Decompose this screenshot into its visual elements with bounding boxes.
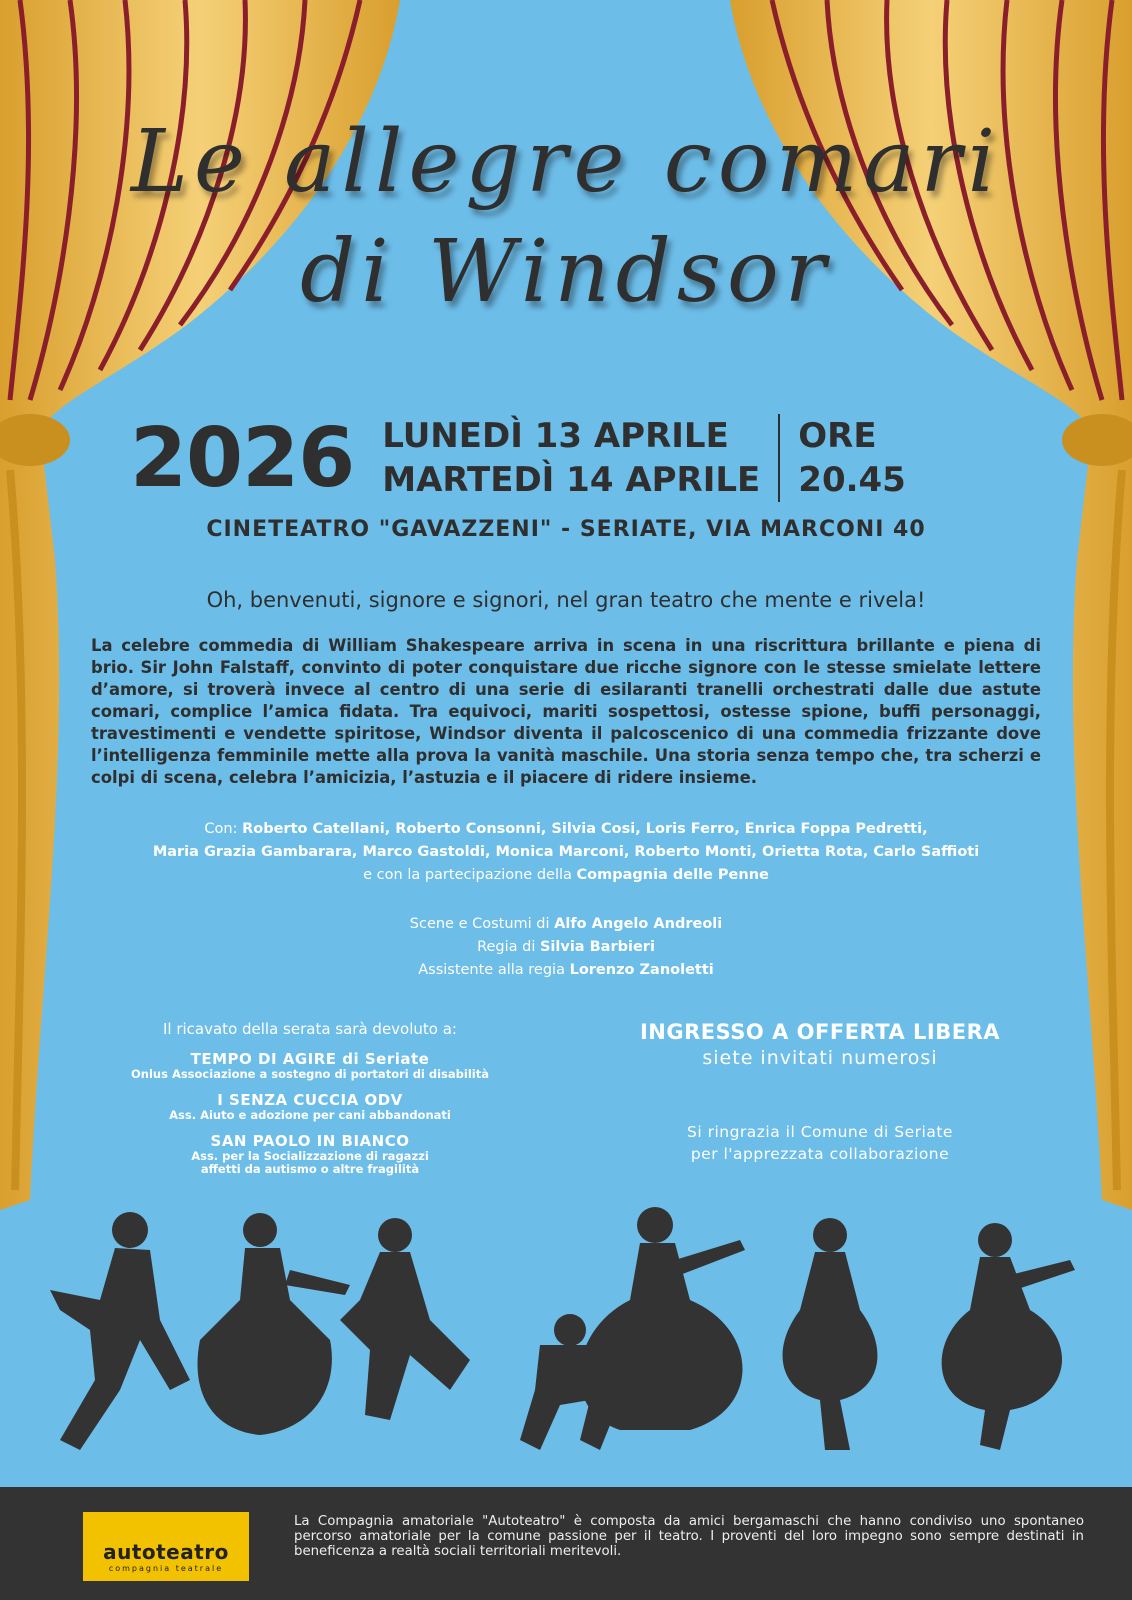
beneficiary-desc: Onlus Associazione a sostegno di portatori di disabilità xyxy=(131,1067,489,1081)
sets-name: Alfo Angelo Andreoli xyxy=(554,916,723,932)
beneficiary-name: I SENZA CUCCIA ODV xyxy=(217,1091,403,1109)
event-venue: CINETEATRO "GAVAZZENI" - SERIATE, VIA MARCONI 40 xyxy=(206,517,926,542)
beneficiary-desc-2: affetti da autismo o altre fragilità xyxy=(200,1162,420,1176)
participation-name: Compagnia delle Penne xyxy=(576,867,769,883)
beneficiaries-intro: Il ricavato della serata sarà devoluto a: xyxy=(162,1020,457,1038)
thanks-line-1: Si ringrazia il Comune di Seriate xyxy=(687,1123,953,1141)
beneficiary-desc: Ass. per la Socializzazione di ragazzi xyxy=(191,1149,429,1163)
beneficiary-desc: Ass. Aiuto e adozione per cani abbandonati xyxy=(169,1108,451,1122)
crew-director xyxy=(0,936,1132,959)
cast-names-2: Maria Grazia Gambarara, Marco Gastoldi, Monica Marconi, Roberto Monti, Orietta Rota, Carlo Saffioti xyxy=(152,844,980,860)
logo-name: autoteatro xyxy=(103,1540,229,1564)
tagline: Oh, benvenuti, signore e signori, nel gran teatro che mente e rivela! xyxy=(206,588,926,612)
cast-names-1: Roberto Catellani, Roberto Consonni, Silvia Cosi, Loris Ferro, Enrica Foppa Pedretti, xyxy=(242,821,928,837)
director-name: Silvia Barbieri xyxy=(539,939,655,955)
crew-assistant xyxy=(0,959,1132,982)
entry-title: INGRESSO A OFFERTA LIBERA xyxy=(639,1020,1000,1044)
entry-info xyxy=(590,1020,1050,1165)
assistant-name: Lorenzo Zanoletti xyxy=(569,962,714,978)
beneficiaries xyxy=(100,1020,520,1186)
cast-label: Con: xyxy=(204,821,238,837)
director-label: Regia di xyxy=(477,939,536,955)
event-date-2: MARTEDÌ 14 APRILE xyxy=(382,460,761,500)
cast-credits xyxy=(0,818,1132,887)
beneficiary-item xyxy=(100,1050,520,1081)
cast-line-2 xyxy=(0,841,1132,864)
event-time-value: 20.45 xyxy=(798,460,906,500)
cast-line-1 xyxy=(0,818,1132,841)
participation-label: e con la partecipazione della xyxy=(363,867,572,883)
title-line-2: di Windsor xyxy=(300,222,832,322)
beneficiary-name: TEMPO DI AGIRE di Seriate xyxy=(190,1050,430,1068)
entry-subtitle: siete invitati numerosi xyxy=(702,1047,938,1069)
crew-sets xyxy=(0,913,1132,936)
synopsis: La celebre commedia di William Shakespeare arriva in scena in una riscrittura brillante e piena di brio. Sir John Falstaff, convinto di poter conquistare due ricche signore con le stesse smielate lettere d’amore, si troverà invece al centro di una serie di esilaranti tranelli orchestrati dalle due astute comari, complice l’amica fidata. Tra equivoci, mariti sospettosi, ostesse spione, buffi personaggi, travestimenti e vendette spiritose, Windsor diventa il palcoscenico di una commedia frizzante dove l’intelligenza femminile mette alla prova la vanità maschile. Una storia senza tempo che, tra scherzi e colpi di scena, celebra l’amicizia, l’astuzia e il piacere di ridere insieme. xyxy=(91,636,1041,787)
event-dates xyxy=(382,414,780,502)
crew-credits xyxy=(0,913,1132,982)
thanks xyxy=(590,1121,1050,1165)
title-line-1: Le allegre comari xyxy=(130,112,1002,212)
beneficiary-name: SAN PAOLO IN BIANCO xyxy=(210,1132,410,1150)
cast-line-3 xyxy=(0,864,1132,887)
thanks-line-2: per l'apprezzata collaborazione xyxy=(690,1145,950,1163)
event-date-bar xyxy=(130,408,906,508)
beneficiary-item xyxy=(100,1132,520,1176)
dancers-silhouette-icon xyxy=(0,1190,1132,1487)
sets-label: Scene e Costumi di xyxy=(409,916,550,932)
event-time-label: ORE xyxy=(798,416,877,456)
event-date-1: LUNEDÌ 13 APRILE xyxy=(382,416,729,456)
footer xyxy=(0,1487,1132,1600)
beneficiary-item xyxy=(100,1091,520,1122)
logo-subtitle: compagnia teatrale xyxy=(108,1564,224,1573)
event-year: 2026 xyxy=(130,410,355,506)
assistant-label: Assistente alla regia xyxy=(418,962,565,978)
autoteatro-logo xyxy=(83,1512,249,1581)
event-time xyxy=(780,414,906,502)
footer-text: La Compagnia amatoriale "Autoteatro" è composta da amici bergamaschi che hanno condiviso uno spontaneo percorso amatoriale per la comune passione per il teatro. I proventi del loro impegno sono sempre destinati in beneficenza a realtà sociali territoriali meritevoli. xyxy=(294,1514,1084,1559)
